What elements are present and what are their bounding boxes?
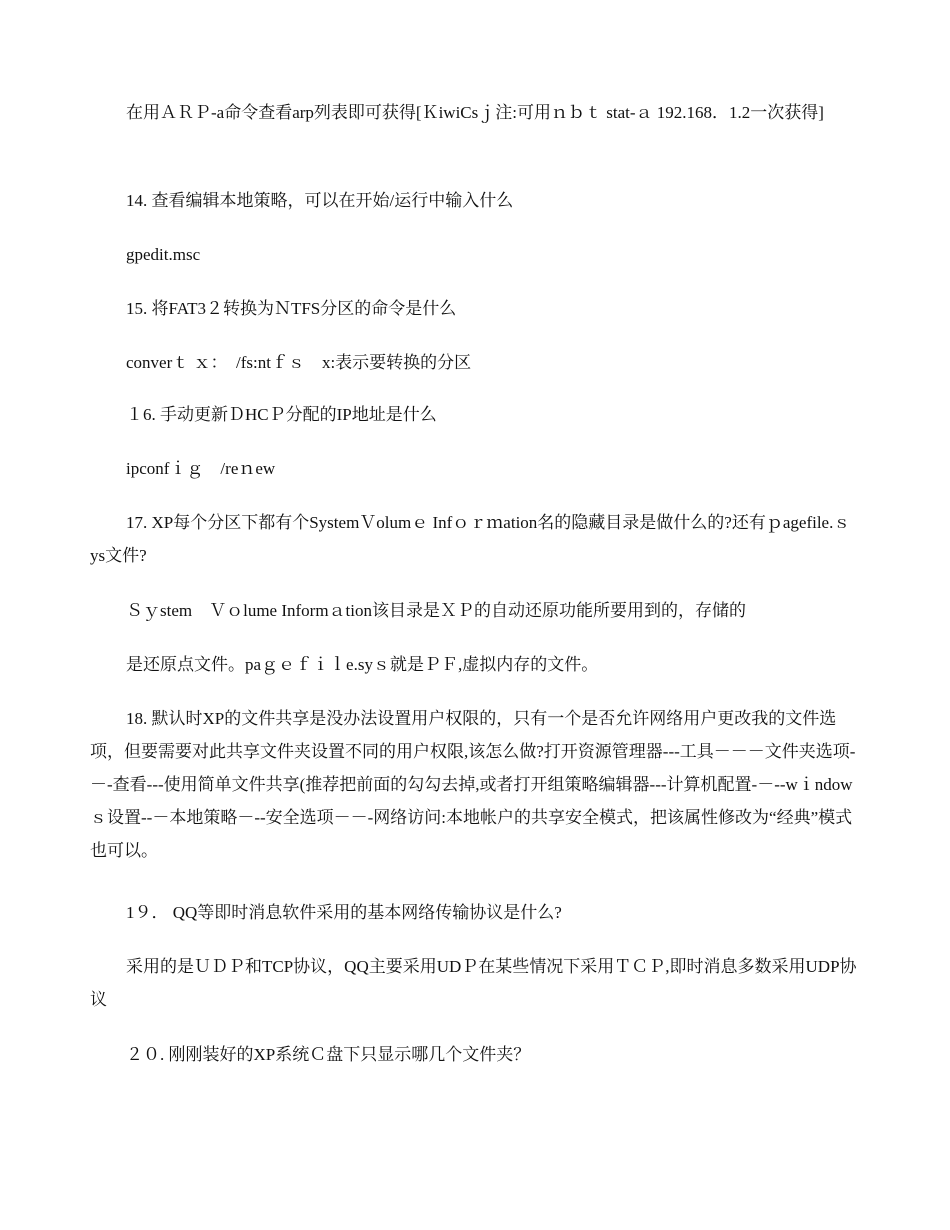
answer-19: 采用的是ＵＤＰ和TCP协议，QQ主要采用UDＰ在某些情况下采用ＴＣＰ,即时消息多数采用UDP协议 (90, 957, 857, 1009)
answer-15: converｔ ｘ： /fs:ntｆｓ x:表示要转换的分区 (126, 353, 472, 372)
answer-17-part2: 是还原点文件。paｇｅｆｉｌe.syｓ就是ＰＦ,虚拟内存的文件。 (126, 655, 599, 674)
paragraph-arp-answer: 在用ＡＲＰ-a命令查看arp列表即可获得[ＫiwiCsｊ注:可用ｎｂｔ stat-ａ 192.168．1.2一次获得] (126, 103, 824, 122)
question-14: 14. 查看编辑本地策略，可以在开始/运行中输入什么 (126, 191, 514, 210)
question-answer-18: 18. 默认时XP的文件共享是没办法设置用户权限的，只有一个是否允许网络用户更改我的文件选项，但要需要对此共享文件夹设置不同的用户权限,该怎么做?打开资源管理器---工具－－－文件夹选项-－-查看---使用简单文件共享(推荐把前面的勾勾去掉,或者打开组策略编辑器---计算机配置-－--wｉndowｓ设置--－本地策略－--安全选项－－-网络访问:本地帐户的共享安全模式，把该属性修改为“经典”模式也可以。 (90, 709, 856, 860)
answer-14: gpedit.msc (126, 245, 201, 264)
question-19: 1９． QQ等即时消息软件采用的基本网络传输协议是什么? (126, 903, 562, 922)
answer-17-part1: Ｓｙstem Ｖｏlume Informａtion该目录是ＸＰ的自动还原功能所要用到的，存储的 (126, 601, 747, 620)
question-20: ２０. 刚刚装好的XP系统Ｃ盘下只显示哪几个文件夹？ (126, 1045, 531, 1064)
question-16: １6. 手动更新ＤHCＰ分配的IP地址是什么 (126, 405, 437, 424)
answer-16: ipconfｉｇ /reｎew (126, 459, 276, 478)
question-15: 15. 将FAT3２转换为ＮTFS分区的命令是什么 (126, 299, 457, 318)
question-17: 17. XP每个分区下都有个SystemＶolumｅ Infｏｒｍation名的隐藏目录是做什么的?还有ｐagefile.ｓys文件? (90, 513, 851, 565)
